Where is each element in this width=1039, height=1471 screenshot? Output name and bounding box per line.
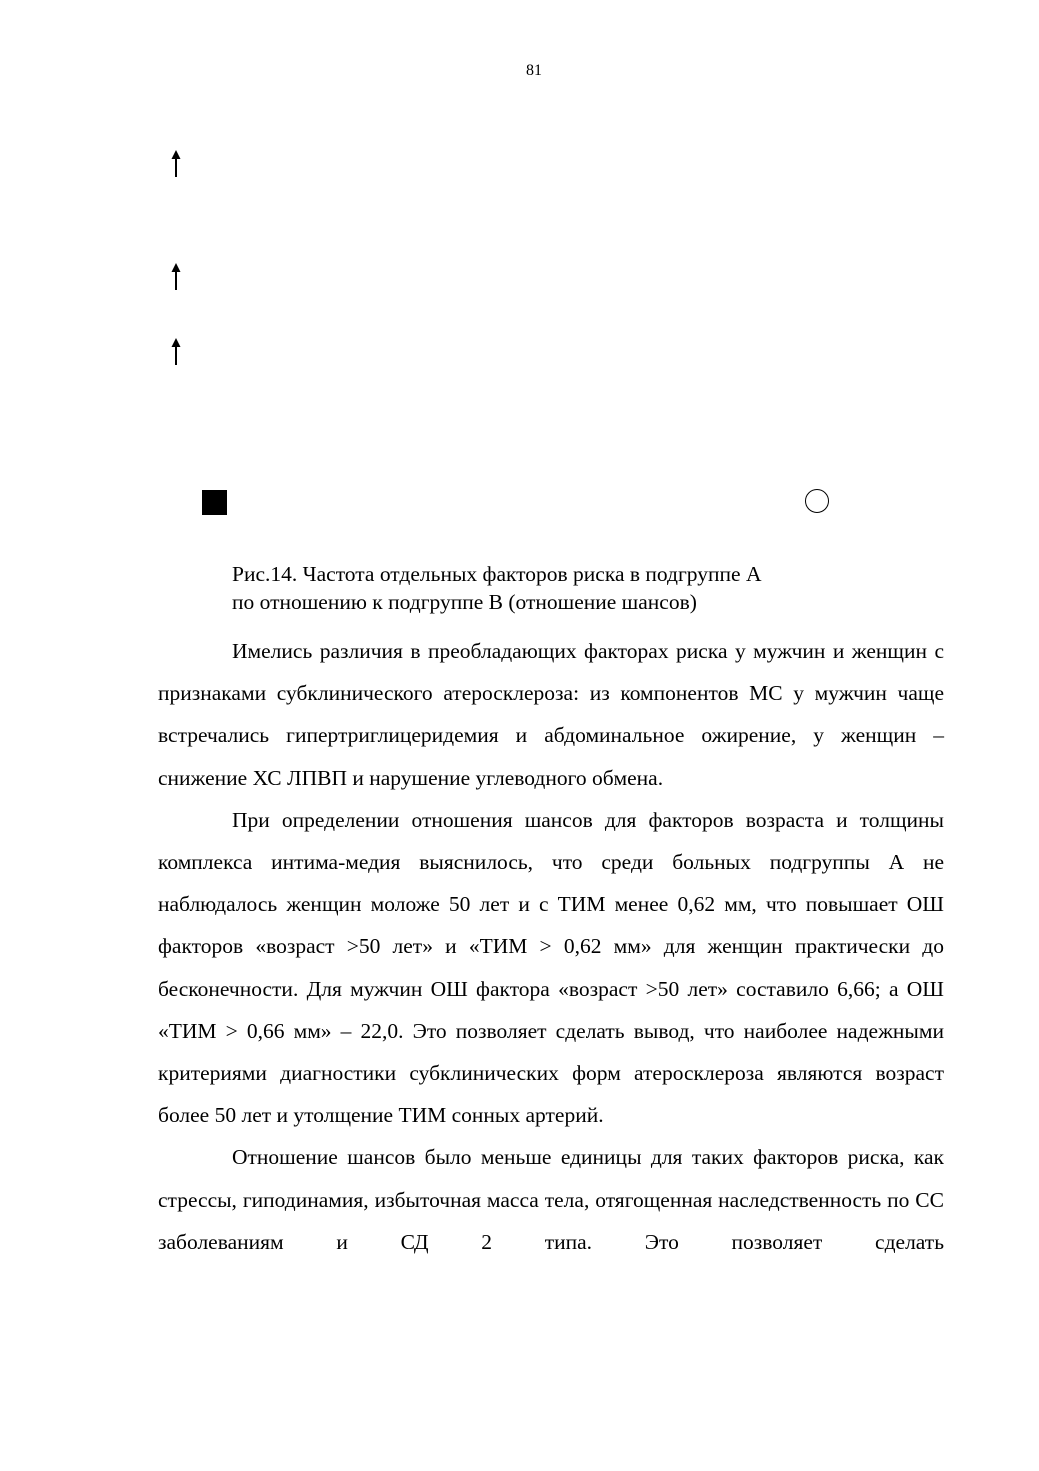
figure-caption-line-2: по отношению к подгруппе В (отношение шансов)	[232, 590, 697, 614]
up-arrow-icon	[170, 150, 182, 178]
figure-caption-line-1: Рис.14. Частота отдельных факторов риска в подгруппе А	[232, 562, 762, 586]
legend-filled-square-icon	[202, 490, 227, 515]
up-arrow-icon	[170, 263, 182, 291]
paragraph-2: При определении отношения шансов для факторов возраста и толщины комплекса интима-медия выяснилось, что среди больных подгруппы А не наблюдалось женщин моложе 50 лет и с ТИМ менее 0,62 мм, что повышает ОШ факторов «возраст >50 лет» и «ТИМ > 0,62 мм» для женщин практически до бесконечности. Для мужчин ОШ фактора «возраст >50 лет» составило 6,66; а ОШ «ТИМ > 0,66 мм» – 22,0. Это позволяет сделать вывод, что наиболее надежными критериями диагностики субклинических форм атеросклероза являются возраст более 50 лет и утолщение ТИМ сонных артерий.	[158, 807, 944, 1128]
legend-open-circle-icon	[805, 489, 829, 513]
body-text	[158, 630, 944, 1263]
figure-caption	[232, 560, 761, 616]
up-arrow-icon	[170, 338, 182, 366]
paragraph-1: Имелись различия в преобладающих факторах риска у мужчин и женщин с признаками субклинического атеросклероза: из компонентов МС у мужчин чаще встречались гипертриглицеридемия и абдоминальное ожирение, у женщин – снижение ХС ЛПВП и нарушение углеводного обмена.	[158, 639, 944, 790]
page-number: 81	[526, 62, 542, 79]
paragraph-3: Отношение шансов было меньше единицы для таких факторов риска, как стрессы, гиподинамия, избыточная масса тела, отягощенная наследственность по СС заболеваниям и СД 2 типа. Это позволяет сделать	[158, 1145, 944, 1254]
